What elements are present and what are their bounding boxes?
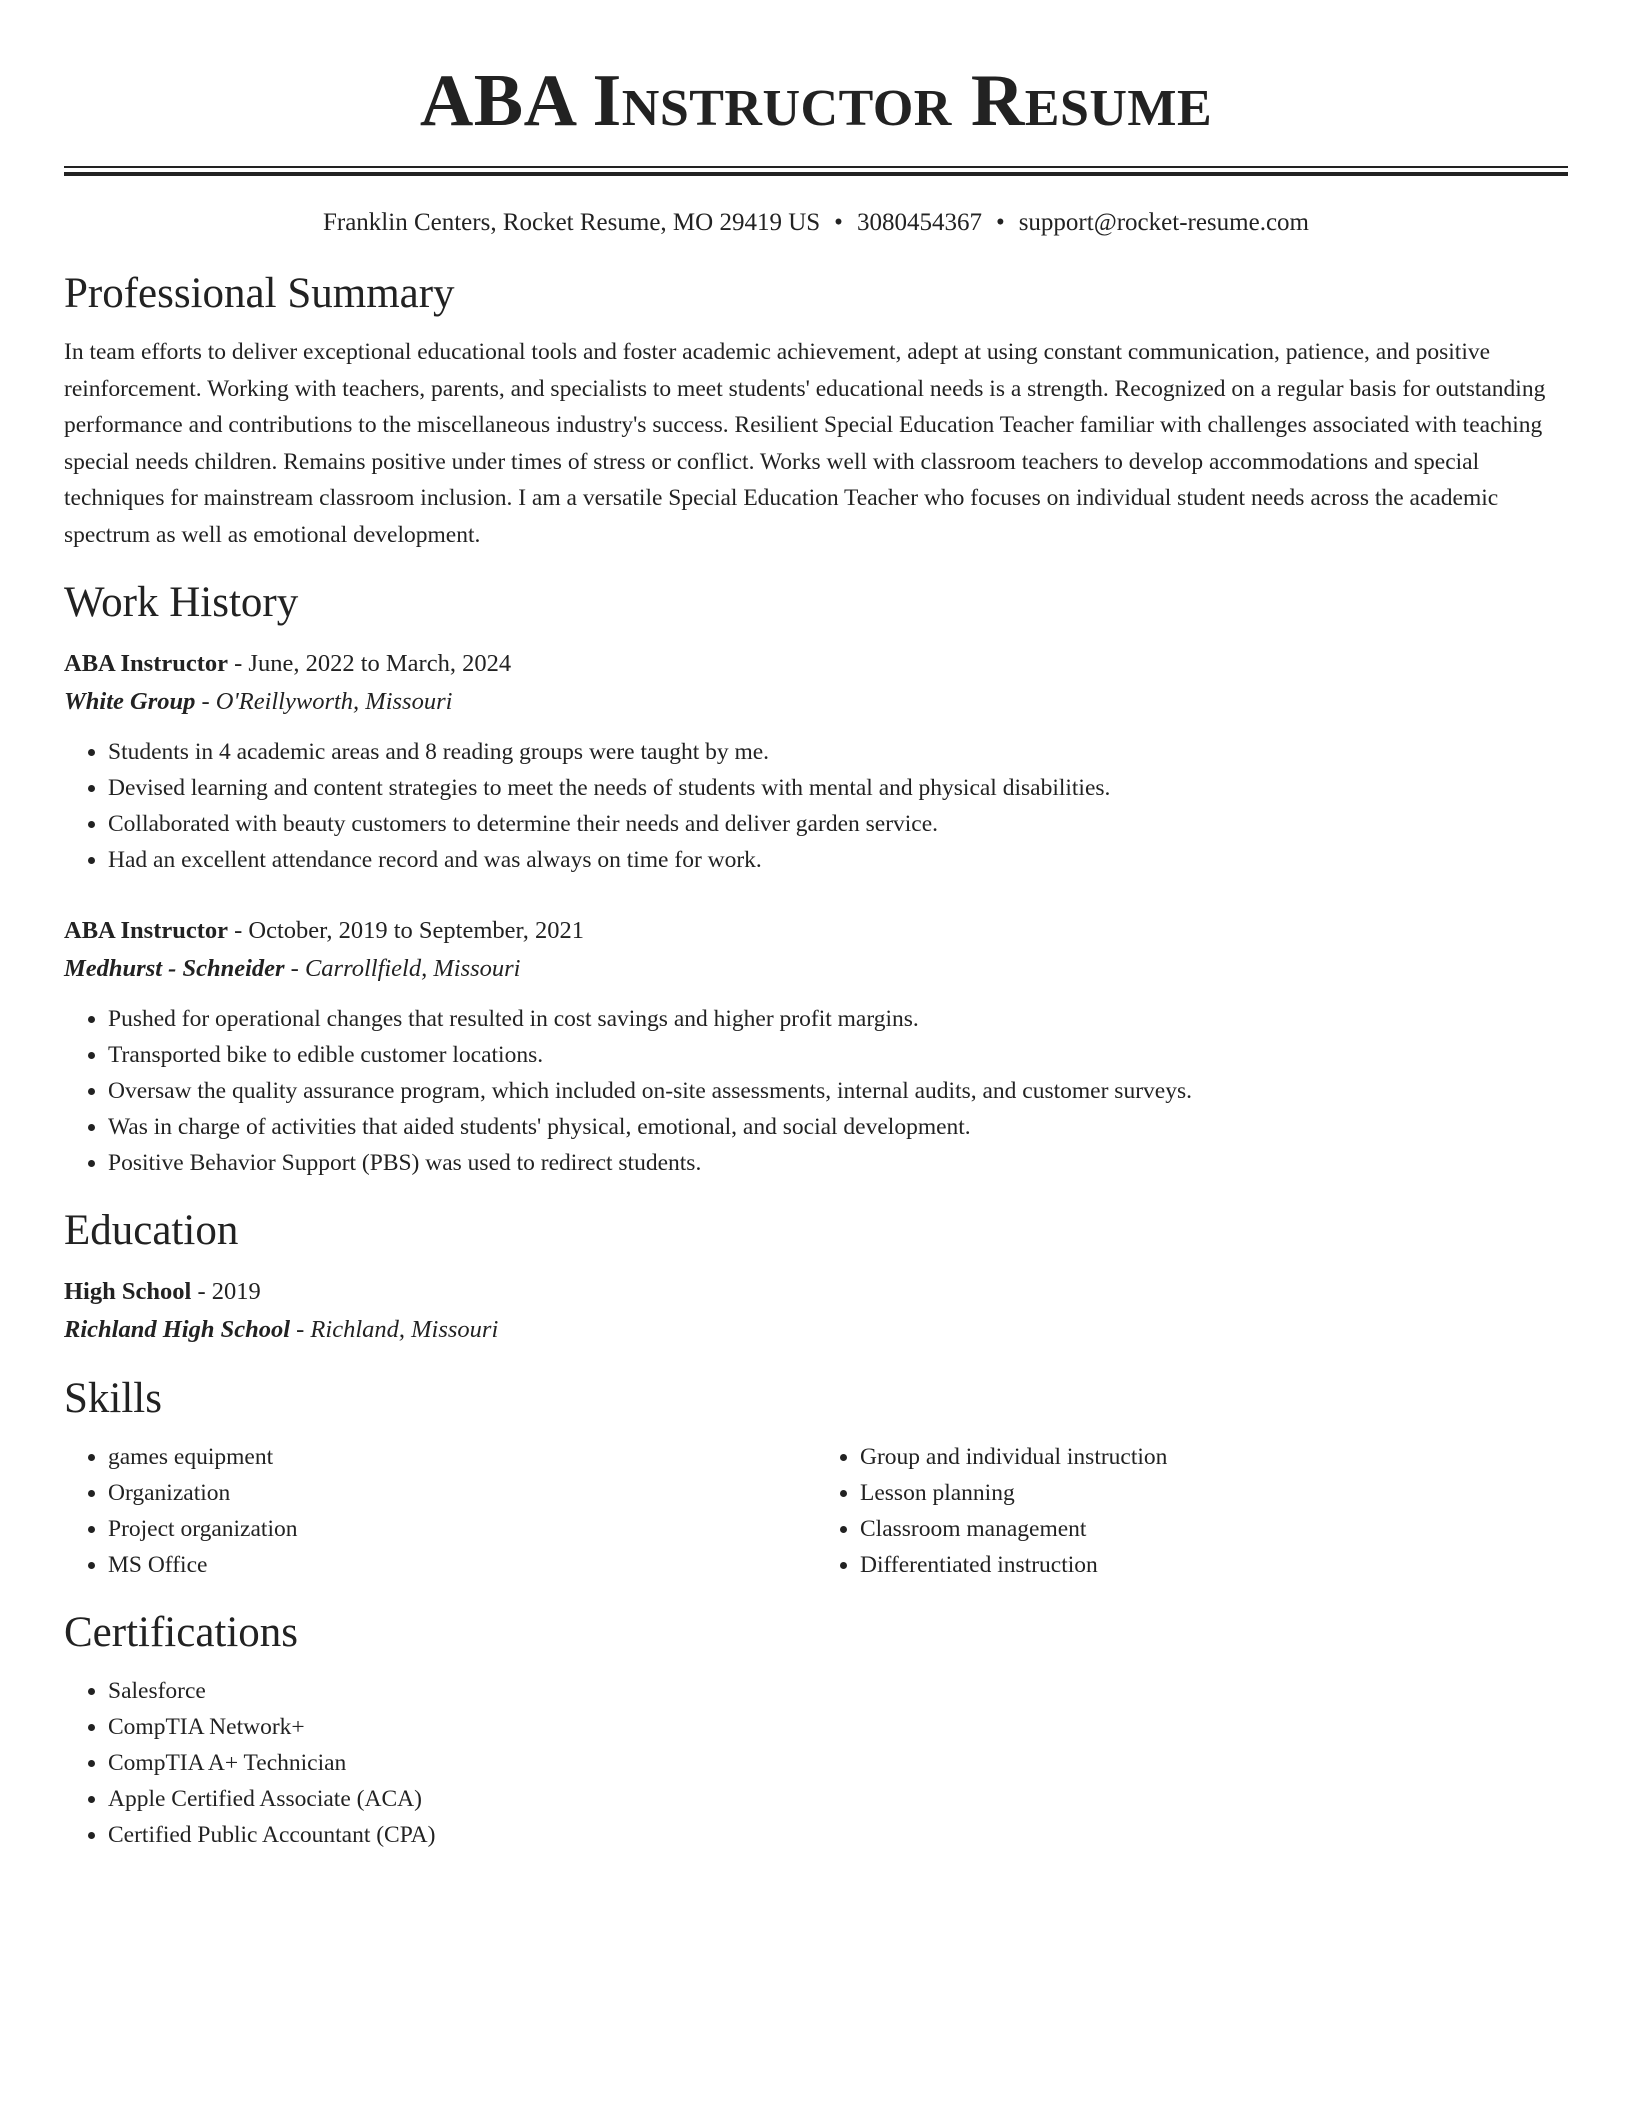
contact-line: [64, 206, 1568, 240]
skills-column-right: [816, 1439, 1568, 1583]
title-divider: [64, 166, 1568, 176]
education-year: - 2019: [191, 1278, 261, 1305]
skill-item: • MS Office: [108, 1547, 816, 1583]
job-entry: [64, 912, 1568, 1181]
job-company: Medhurst - Schneider: [64, 955, 285, 982]
contact-separator: •: [834, 209, 843, 236]
education-degree-line: [64, 1273, 1568, 1311]
education-location: - Richland, Missouri: [290, 1316, 499, 1343]
job-bullet: • Was in charge of activities that aided students' physical, emotional, and social development.: [108, 1109, 1568, 1145]
job-bullet: • Students in 4 academic areas and 8 reading groups were taught by me.: [108, 734, 1568, 770]
education-heading: Education: [64, 1207, 239, 1254]
summary-text: In team efforts to deliver exceptional educational tools and foster academic achievement, adept at using constant communication, patience, and positive reinforcement. Working with teachers, parents, and specialists to meet students' educational needs is a strength. Recognized on a regular basis for outstanding performance and contributions to the miscellaneous industry's success. Resilient Special Education Teacher familiar with challenges associated with teaching special needs children. Remains positive under times of stress or conflict. Works well with classroom teachers to develop accommodations and special techniques for mainstream classroom inclusion. I am a versatile Special Education Teacher who focuses on individual student needs across the academic spectrum as well as emotional development.: [64, 339, 1546, 548]
work-history-heading: Work History: [64, 579, 299, 626]
skill-item: • games equipment: [108, 1439, 816, 1475]
skills-grid: [64, 1439, 1568, 1583]
contact-phone: 3080454367: [856, 209, 982, 236]
job-bullet: • Transported bike to edible customer locations.: [108, 1037, 1568, 1073]
education-degree: High School: [64, 1278, 192, 1305]
summary-section: [64, 268, 1568, 553]
job-bullet: • Pushed for operational changes that resulted in cost savings and higher profit margins.: [108, 1001, 1568, 1037]
summary-heading: Professional Summary: [64, 270, 455, 317]
certification-item: • Salesforce: [108, 1673, 1568, 1709]
job-bullets: [64, 734, 1568, 878]
education-school: Richland High School: [64, 1316, 291, 1343]
job-company-line: [64, 683, 1568, 721]
job-location: - Carrollfield, Missouri: [284, 955, 521, 982]
job-title: ABA Instructor: [64, 917, 229, 944]
job-bullet: • Collaborated with beauty customers to determine their needs and deliver garden service.: [108, 806, 1568, 842]
skill-item: • Lesson planning: [860, 1475, 1568, 1511]
job-dates: - June, 2022 to March, 2024: [228, 650, 512, 677]
job-bullet: • Positive Behavior Support (PBS) was used to redirect students.: [108, 1145, 1568, 1181]
job-entry: [64, 645, 1568, 878]
skill-item: • Differentiated instruction: [860, 1547, 1568, 1583]
job-title: ABA Instructor: [64, 650, 229, 677]
job-company-line: [64, 950, 1568, 988]
skills-list: [64, 1439, 816, 1583]
certification-item: • CompTIA A+ Technician: [108, 1745, 1568, 1781]
certifications-section: [64, 1607, 1568, 1853]
contact-separator: •: [995, 209, 1005, 236]
certification-item: • CompTIA Network+: [108, 1709, 1568, 1745]
skills-section: [64, 1373, 1568, 1583]
certifications-heading: Certifications: [64, 1609, 299, 1656]
job-dates: - October, 2019 to September, 2021: [228, 917, 584, 944]
job-title-line: [64, 912, 1568, 950]
skills-list: [816, 1439, 1568, 1583]
certifications-list: [64, 1673, 1568, 1853]
job-bullet: • Had an excellent attendance record and was always on time for work.: [108, 842, 1568, 878]
resume-title: ABA Instructor Resume: [419, 60, 1213, 142]
skills-column-left: [64, 1439, 816, 1583]
skills-heading: Skills: [64, 1375, 162, 1422]
work-history-section: [64, 577, 1568, 1181]
job-location: - O'Reillyworth, Missouri: [195, 688, 453, 715]
contact-email: support@rocket-resume.com: [1018, 209, 1309, 236]
skill-item: • Group and individual instruction: [860, 1439, 1568, 1475]
job-bullet: • Oversaw the quality assurance program, which included on-site assessments, internal audits, and customer surveys.: [108, 1073, 1568, 1109]
job-bullets: [64, 1001, 1568, 1181]
skill-item: • Organization: [108, 1475, 816, 1511]
certification-item: • Certified Public Accountant (CPA): [108, 1817, 1568, 1853]
contact-address: Franklin Centers, Rocket Resume, MO 29419 US: [322, 209, 821, 236]
job-company: White Group: [64, 688, 196, 715]
certification-item: • Apple Certified Associate (ACA): [108, 1781, 1568, 1817]
education-school-line: [64, 1311, 1568, 1349]
job-title-line: [64, 645, 1568, 683]
job-bullet: • Devised learning and content strategies to meet the needs of students with mental and physical disabilities.: [108, 770, 1568, 806]
skill-item: • Project organization: [108, 1511, 816, 1547]
skill-item: • Classroom management: [860, 1511, 1568, 1547]
education-section: [64, 1205, 1568, 1349]
education-entry: [64, 1273, 1568, 1349]
